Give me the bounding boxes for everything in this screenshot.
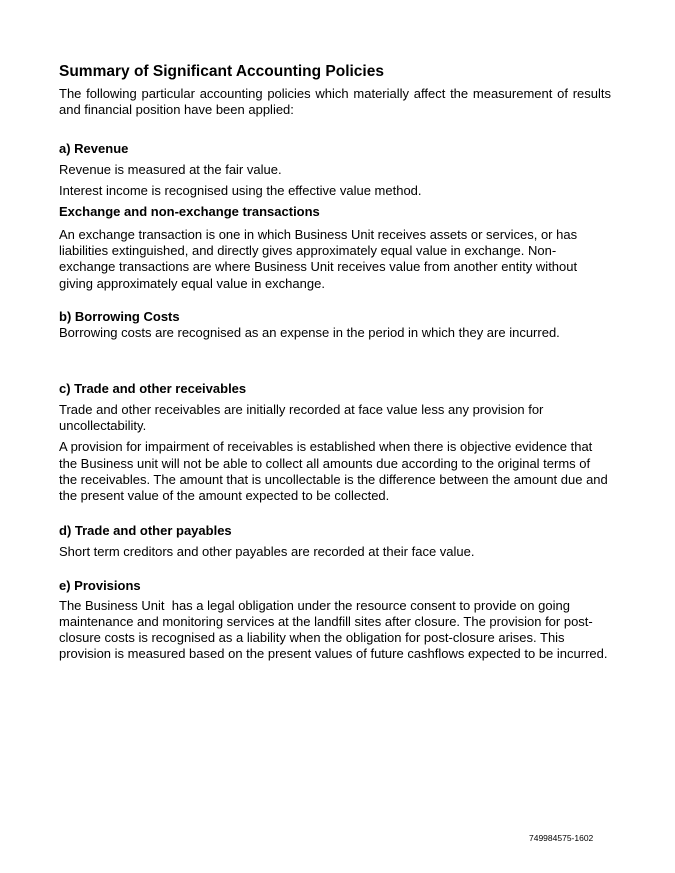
revenue-paragraph-1: Revenue is measured at the fair value. <box>59 161 282 177</box>
borrowing-costs-heading: b) Borrowing Costs <box>59 308 180 324</box>
receivables-heading: c) Trade and other receivables <box>59 380 247 396</box>
intro-paragraph: The following particular accounting policies which materially affect the measurement of results and financial position have been applied: <box>59 86 611 118</box>
payables-heading: d) Trade and other payables <box>59 522 232 538</box>
payables-paragraph: Short term creditors and other payables are recorded at their face value. <box>59 543 475 559</box>
borrowing-costs-paragraph: Borrowing costs are recognised as an expense in the period in which they are incurred. <box>59 325 560 341</box>
receivables-paragraph-2: A provision for impairment of receivables is established when there is objective evidence that the Business unit will not be able to collect all amounts due according to the original terms of the receivables. The amount that is uncollectable is the difference between the amount due and the present value of the amount expected to be collected. <box>59 439 608 504</box>
revenue-paragraph-2: Interest income is recognised using the effective value method. <box>59 183 422 199</box>
document-reference-number: 749984575-1602 <box>529 833 594 843</box>
exchange-transactions-heading: Exchange and non-exchange transactions <box>59 204 320 220</box>
document-body <box>59 62 611 663</box>
provisions-paragraph: The Business Unit has a legal obligation under the resource consent to provide on going maintenance and monitoring services at the landfill sites after closure. The provision for post-closure costs is recognised as a liability when the obligation for post-closure arises. This provision is measured based on the present values of future cashflows expected to be incurred. <box>59 597 608 662</box>
exchange-transactions-paragraph: An exchange transaction is one in which Business Unit receives assets or services, or has liabilities extinguished, and directly gives approximately equal value in exchange. Non-exchange transactions are where Business Unit receives value from another entity without giving approximately equal value in exchange. <box>59 226 578 291</box>
receivables-paragraph-1: Trade and other receivables are initially recorded at face value less any provision for uncollectability. <box>59 401 544 434</box>
revenue-heading: a) Revenue <box>59 140 129 156</box>
provisions-heading: e) Provisions <box>59 578 141 594</box>
page-title: Summary of Significant Accounting Policies <box>59 63 384 80</box>
